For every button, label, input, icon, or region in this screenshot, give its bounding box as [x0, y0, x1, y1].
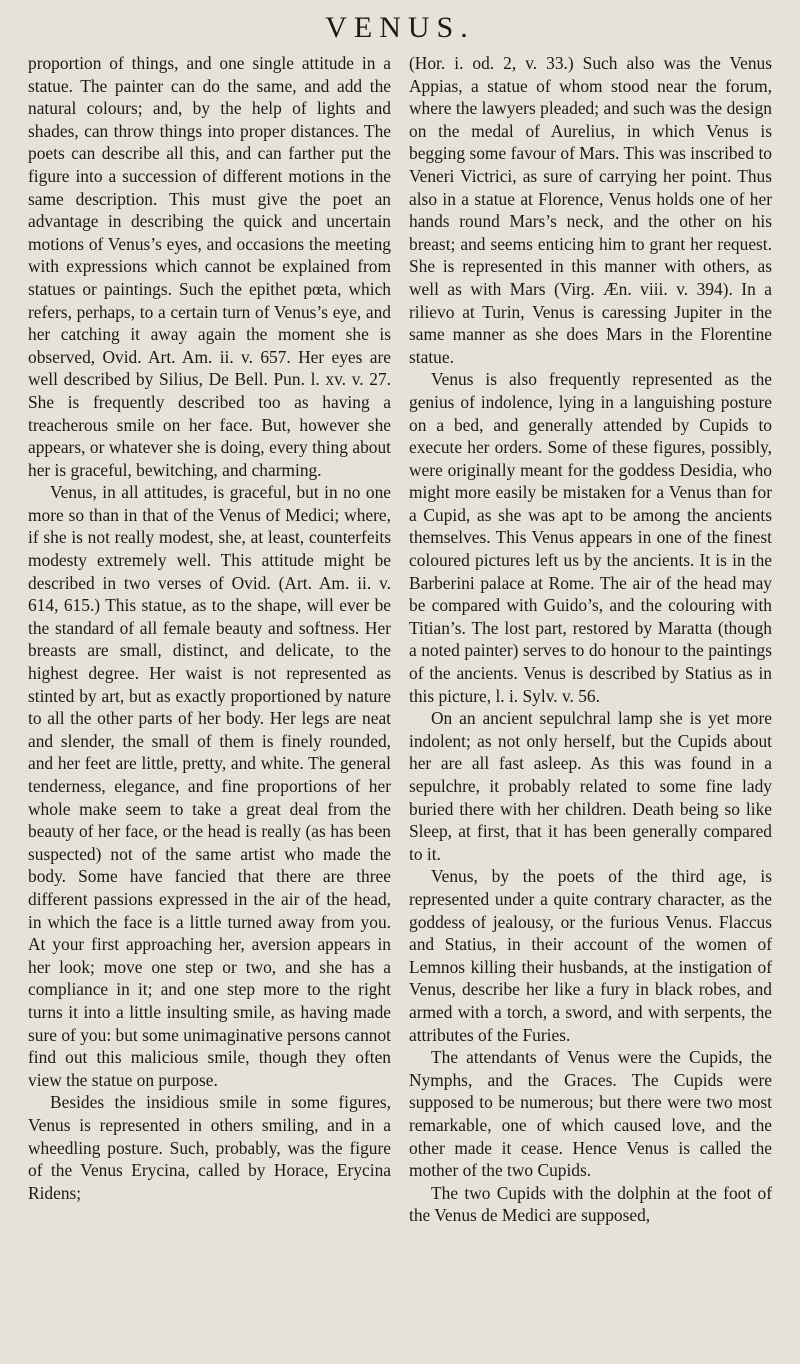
paragraph: The attendants of Venus were the Cupids, the Nymphs, and the Graces. The Cupids were supposed to be numerous; but there were two most remarkable, one of which caused love, and the other made it cease. Hence Venus is called the mother of the two Cupids.	[409, 1047, 772, 1181]
paragraph: (Hor. i. od. 2, v. 33.) Such also was the Venus Appias, a statue of whom stood near the forum, where the lawyers pleaded; and such was the design on the medal of Aurelius, in which Venus is begging some favour of Mars. This was inscribed to Veneri Victrici, as sure of carrying her point. Thus also in a statue at Florence, Venus holds one of her hands round Mars’s neck, and the other on his breast; and seems enticing him to grant her request. She is represented in this manner with others, as well as with Mars (Virg. Æn. viii. v. 394). In a rilievo at Turin, Venus is caressing Jupiter in the same manner as she does Mars in the Florentine statue.	[409, 53, 772, 367]
paragraph: Venus, by the poets of the third age, is represented under a quite contrary character, as the goddess of jealousy, or the furious Venus. Flaccus and Statius, in their account of the women of Lemnos killing their husbands, at the instigation of Venus, describe her like a fury in black robes, and armed with a torch, a sword, and with serpents, the attributes of the Furies.	[409, 866, 772, 1045]
paragraph: Venus is also frequently represented as the genius of indolence, lying in a languishing posture on a bed, and generally attended by Cupids to execute her orders. Some of these figures, possibly, were originally meant for the goddess Desidia, who might more easily be mistaken for a Venus than for a Cupid, as she was apt to be among the ancients themselves. This Venus appears in one of the finest coloured pictures left us by the ancients. It is in the Barberini palace at Rome. The air of the head may be compared with Guido’s, and the colouring with Titian’s. The lost part, restored by Maratta (though a noted painter) serves to do honour to the paintings of the ancients. Venus is described by Statius as in this picture, l. i. Sylv. v. 56.	[409, 369, 772, 706]
left-column	[28, 52, 391, 1227]
paragraph: Besides the insidious smile in some figures, Venus is represented in others smiling, and in a wheedling posture. Such, probably, was the figure of the Venus Erycina, called by Horace, Erycina Ridens;	[28, 1092, 391, 1203]
paragraph: On an ancient sepulchral lamp she is yet more indolent; as not only herself, but the Cupids about her are all fast asleep. As this was found in a sepulchre, it probably related to some fine lady buried there with her children. Death being so like Sleep, at first, that it has been generally compared to it.	[409, 708, 772, 864]
paragraph: The two Cupids with the dolphin at the foot of the Venus de Medici are supposed,	[409, 1182, 772, 1226]
paragraph: Venus, in all attitudes, is graceful, but in no one more so than in that of the Venus of Medici; where, if she is not really modest, she, at least, counterfeits modesty extremely well. This attitude might be described in two verses of Ovid. (Art. Am. ii. v. 614, 615.) This statue, as to the shape, will ever be the standard of all female beauty and softness. Her breasts are small, distinct, and delicate, to the highest degree. Her waist is not represented as stinted by art, but as exactly proportioned by nature to all the other parts of her body. Her legs are neat and slender, the small of them is finely rounded, and her feet are little, pretty, and white. The general tenderness, elegance, and fine proportions of her whole make seem to take a great deal from the beauty of her face, or the head is really (as has been suspected) not of the same artist who made the body. Some have fancied that there are three different passions expressed in the air of the head, in which the face is a little turned away from you. At your first approaching her, aversion appears in her look; move one step or two, and she has a compliance in it; and one step more to the right turns it into a little insulting smile, as having made sure of you: but some unimaginative persons cannot find out this malicious smile, though they often view the statue on purpose.	[28, 482, 391, 1090]
two-column-body	[28, 52, 772, 1227]
paragraph: proportion of things, and one single attitude in a statue. The painter can do the same, and add the natural colours; and, by the help of lights and shades, can throw things into proper distances. The poets can describe all this, and can farther put the figure into a succession of different motions in the same description. This must give the poet an advantage in describing the quick and uncertain motions of Venus’s eyes, and occasions the meeting with expressions which cannot be explained from statues or paintings. Such the epithet pœta, which refers, perhaps, to a certain turn of Venus’s eye, and her catching it away again the moment she is observed, Ovid. Art. Am. ii. v. 657. Her eyes are well described by Silius, De Bell. Pun. l. xv. v. 27. She is frequently described too as having a treacherous smile on her face. But, however she appears, or whatever she is doing, every thing about her is graceful, bewitching, and charming.	[28, 53, 391, 480]
right-column	[409, 52, 772, 1227]
running-head: VENUS.	[325, 11, 475, 44]
